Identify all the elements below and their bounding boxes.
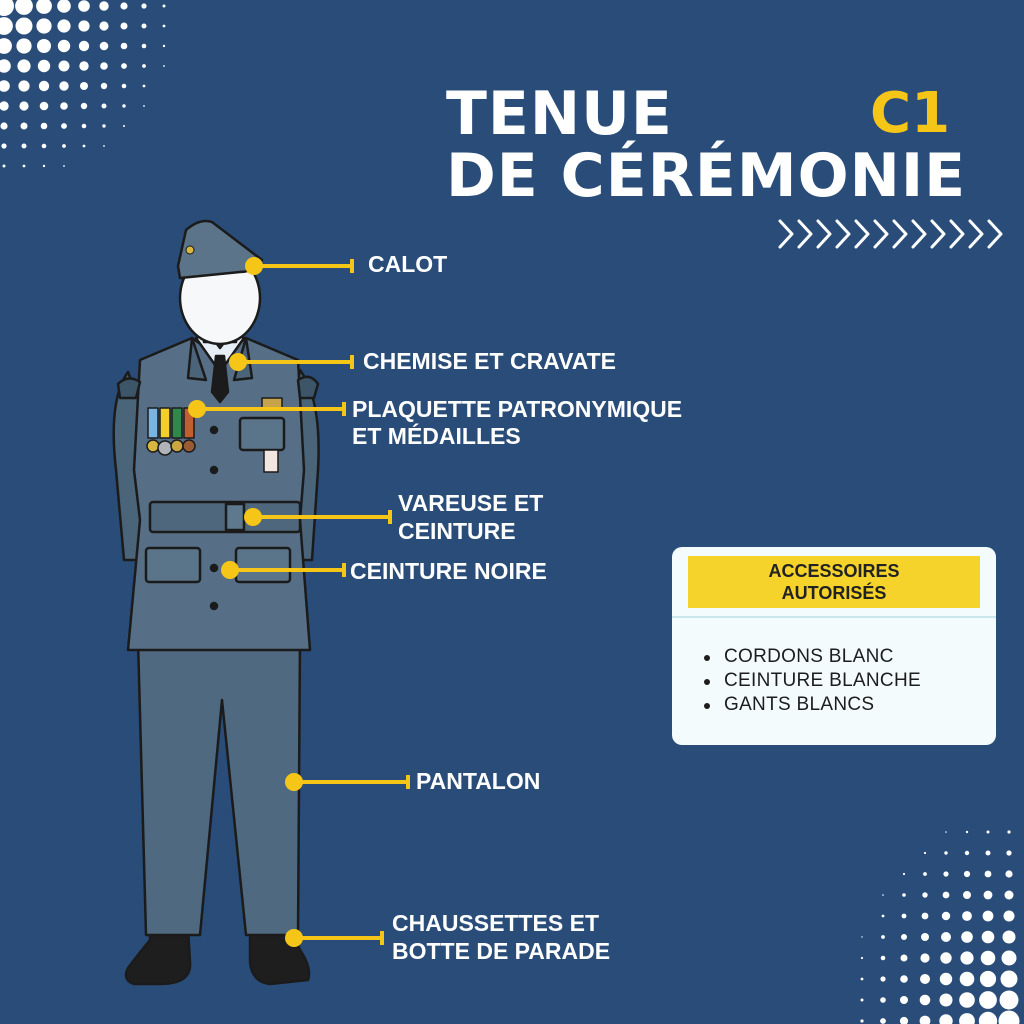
halftone-dot xyxy=(924,852,926,854)
halftone-dot xyxy=(16,38,31,53)
halftone-dot xyxy=(100,62,108,70)
halftone-dot xyxy=(900,975,908,983)
halftone-dot xyxy=(1003,931,1016,944)
halftone-dot xyxy=(900,996,908,1004)
halftone-dot xyxy=(163,65,165,67)
bullet-icon xyxy=(704,703,710,709)
halftone-dot xyxy=(0,59,11,73)
halftone-dot xyxy=(1001,971,1018,988)
label-plaquette-line-1: PLAQUETTE PATRONYMIQUE xyxy=(352,396,683,422)
callout-dot xyxy=(221,561,239,579)
halftone-dot xyxy=(143,85,146,88)
halftone-dot xyxy=(40,102,49,111)
halftone-dot xyxy=(21,123,28,130)
halftone-dot xyxy=(99,21,108,30)
halftone-dot xyxy=(42,144,47,149)
halftone-dot xyxy=(0,38,12,54)
halftone-dot xyxy=(940,994,953,1007)
halftone-dot xyxy=(17,59,30,72)
halftone-dot xyxy=(980,971,996,987)
halftone-dot xyxy=(163,25,166,28)
halftone-dot xyxy=(41,123,48,130)
tie xyxy=(212,356,228,402)
halftone-dot xyxy=(82,124,87,129)
halftone-dot xyxy=(103,145,105,147)
halftone-dot xyxy=(861,957,863,959)
halftone-dot xyxy=(0,101,9,110)
halftone-dot xyxy=(1,143,6,148)
chevron-right-icon xyxy=(780,221,1001,247)
divider xyxy=(672,616,996,618)
halftone-dot xyxy=(163,5,166,8)
halftone-dot xyxy=(81,103,87,109)
halftone-dot xyxy=(964,871,970,877)
halftone-dot xyxy=(945,831,947,833)
halftone-dot xyxy=(99,1,108,10)
halftone-dot xyxy=(922,913,929,920)
accessories-heading-line-1: ACCESSOIRES xyxy=(768,561,900,581)
halftone-dot xyxy=(881,935,885,939)
halftone-dot xyxy=(122,84,127,89)
halftone-dot xyxy=(979,991,997,1009)
halftone-dot xyxy=(944,851,947,854)
halftone-dot xyxy=(36,0,52,14)
halftone-dot xyxy=(39,81,49,91)
callout-dot xyxy=(188,400,206,418)
trousers xyxy=(138,640,300,935)
halftone-dot xyxy=(78,20,89,31)
halftone-dot xyxy=(920,1016,931,1024)
halftone-dot xyxy=(962,911,972,921)
accessories-heading-line-2: AUTORISÉS xyxy=(781,583,887,603)
callout-dot xyxy=(285,773,303,791)
halftone-dot xyxy=(1002,951,1017,966)
halftone-dot xyxy=(1007,830,1010,833)
halftone-dot xyxy=(0,80,10,92)
halftone-dot xyxy=(63,165,65,167)
halftone-dot xyxy=(59,61,70,72)
accessory-label: GANTS BLANCS xyxy=(724,694,875,715)
list-item xyxy=(700,693,921,717)
halftone-dot xyxy=(959,1013,975,1024)
halftone-dot xyxy=(57,0,71,13)
accessory-label: CORDONS BLANC xyxy=(724,646,894,667)
halftone-dot xyxy=(121,43,128,50)
bullet-icon xyxy=(704,679,710,685)
halftone-dot xyxy=(961,931,973,943)
halftone-dot xyxy=(43,165,45,167)
halftone-dot xyxy=(78,0,90,12)
halftone-dot xyxy=(882,915,885,918)
halftone-dot xyxy=(882,894,884,896)
halftone-dot xyxy=(942,912,950,920)
left-boot-icon xyxy=(126,928,190,984)
halftone-dot xyxy=(966,831,968,833)
halftone-dot xyxy=(860,1019,863,1022)
halftone-dot xyxy=(1004,911,1015,922)
halftone-dot xyxy=(920,953,929,962)
halftone-dot xyxy=(1006,850,1011,855)
halftone-dot xyxy=(940,952,951,963)
halftone-dot xyxy=(943,871,948,876)
halftone-dot xyxy=(83,145,86,148)
list-item xyxy=(700,669,921,693)
label-vareuse-line-2: CEINTURE xyxy=(398,518,516,544)
label-ceinture-noire: CEINTURE NOIRE xyxy=(350,558,547,584)
halftone-dot xyxy=(101,83,107,89)
halftone-dots-top-left xyxy=(0,0,166,168)
accessories-list xyxy=(700,645,921,717)
halftone-dot xyxy=(920,974,930,984)
label-chaussettes-line-1: CHAUSSETTES ET xyxy=(392,910,600,936)
halftone-dot xyxy=(943,892,950,899)
halftone-dot xyxy=(983,911,994,922)
halftone-dot xyxy=(920,995,931,1006)
halftone-dot xyxy=(22,144,27,149)
label-vareuse-line-1: VAREUSE ET xyxy=(398,490,544,516)
halftone-dot xyxy=(981,951,996,966)
halftone-dot xyxy=(982,931,995,944)
halftone-dot xyxy=(986,851,991,856)
halftone-dot xyxy=(1000,991,1019,1010)
halftone-dot xyxy=(102,104,107,109)
accessories-heading xyxy=(688,556,980,608)
halftone-dot xyxy=(142,64,146,68)
halftone-dot xyxy=(959,992,975,1008)
halftone-dot xyxy=(38,60,50,72)
halftone-dot xyxy=(23,165,26,168)
halftone-dot xyxy=(902,914,907,919)
halftone-dot xyxy=(999,1011,1020,1024)
callout-dot xyxy=(285,929,303,947)
halftone-dot xyxy=(923,872,927,876)
halftone-dot xyxy=(984,891,993,900)
halftone-dot xyxy=(880,1018,886,1024)
halftone-dot xyxy=(102,124,105,127)
halftone-dot xyxy=(19,101,28,110)
halftone-dot xyxy=(3,165,6,168)
halftone-dot xyxy=(960,951,973,964)
halftone-dot xyxy=(965,851,969,855)
halftone-dot xyxy=(939,1014,952,1024)
bullet-icon xyxy=(704,655,710,661)
halftone-dot xyxy=(987,831,990,834)
halftone-dot xyxy=(141,3,146,8)
halftone-dot xyxy=(142,44,147,49)
halftone-dot xyxy=(58,40,70,52)
halftone-dot xyxy=(921,933,929,941)
halftone-dot xyxy=(903,873,905,875)
accessory-label: CEINTURE BLANCHE xyxy=(724,670,921,691)
halftone-dot xyxy=(57,19,70,32)
page-title-line-2: DE CÉRÉMONIE xyxy=(446,141,967,211)
halftone-dot xyxy=(36,18,51,33)
accessories-card xyxy=(672,547,996,745)
halftone-dot xyxy=(0,17,13,35)
label-chaussettes-line-2: BOTTE DE PARADE xyxy=(392,938,611,964)
halftone-dot xyxy=(59,81,68,90)
halftone-dot xyxy=(861,999,864,1002)
halftone-dot xyxy=(122,104,125,107)
page-title-line-1: TENUE xyxy=(446,79,673,149)
uniform-code: C1 xyxy=(870,81,951,146)
halftone-dot xyxy=(902,893,906,897)
halftone-dots-bottom-right xyxy=(860,830,1019,1024)
halftone-dot xyxy=(901,955,908,962)
halftone-dot xyxy=(861,978,864,981)
halftone-dot xyxy=(79,61,88,70)
halftone-dot xyxy=(100,42,109,51)
halftone-dot xyxy=(61,123,67,129)
label-chemise-cravate: CHEMISE ET CRAVATE xyxy=(363,348,617,374)
halftone-dot xyxy=(15,0,33,15)
uniform-figure xyxy=(114,221,319,984)
halftone-dot xyxy=(121,23,128,30)
halftone-dot xyxy=(985,871,992,878)
halftone-dot xyxy=(900,1017,908,1024)
halftone-dot xyxy=(861,936,862,937)
halftone-dot xyxy=(60,102,68,110)
halftone-dot xyxy=(941,932,951,942)
halftone-dot xyxy=(880,976,885,981)
halftone-dot xyxy=(143,105,145,107)
halftone-dot xyxy=(940,973,952,985)
halftone-dot xyxy=(881,956,886,961)
halftone-dot xyxy=(79,41,89,51)
halftone-dot xyxy=(1005,870,1012,877)
label-pantalon: PANTALON xyxy=(416,768,541,794)
label-calot: CALOT xyxy=(368,251,448,277)
label-plaquette-line-2: ET MÉDAILLES xyxy=(352,423,521,449)
halftone-dot xyxy=(0,0,14,16)
list-item xyxy=(700,645,921,669)
halftone-dot xyxy=(62,144,66,148)
halftone-dot xyxy=(121,63,127,69)
halftone-dot xyxy=(901,934,907,940)
halftone-dot xyxy=(120,2,127,9)
halftone-dot xyxy=(18,80,29,91)
halftone-dot xyxy=(922,892,927,897)
halftone-dot xyxy=(1005,891,1014,900)
halftone-dot xyxy=(37,39,51,53)
halftone-dot xyxy=(880,997,886,1003)
halftone-dot xyxy=(979,1012,997,1024)
halftone-dot xyxy=(0,122,7,129)
callout-dot xyxy=(245,257,263,275)
halftone-dot xyxy=(963,891,971,899)
halftone-dot xyxy=(960,972,975,987)
callout-dot xyxy=(229,353,247,371)
callout-dot xyxy=(244,508,262,526)
halftone-dot xyxy=(123,125,125,127)
halftone-dot xyxy=(163,45,165,47)
halftone-dot xyxy=(16,18,33,35)
halftone-dot xyxy=(142,24,147,29)
halftone-dot xyxy=(80,82,88,90)
